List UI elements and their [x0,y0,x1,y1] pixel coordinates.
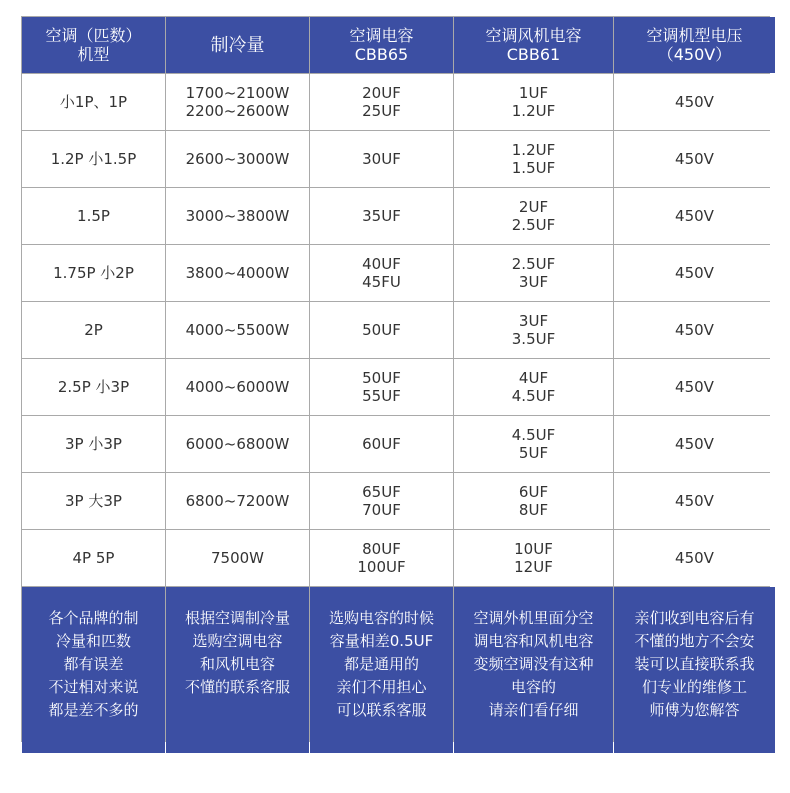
cell-fan-capacitor-line: 3.5UF [511,330,556,348]
header-ac-capacitor-line: CBB65 [354,45,409,64]
note-cooling-capacity [166,587,309,753]
cell-cooling-capacity [166,131,309,187]
cell-fan-capacitor-line: 5UF [518,444,549,462]
cell-model-line: 3P 小3P [65,435,122,453]
cell-voltage-line: 450V [675,150,714,168]
cell-cooling-capacity-line: 1700~2100W [185,84,290,102]
cell-fan-capacitor [454,473,613,529]
header-voltage [614,17,775,73]
cell-model-line: 1.5P [77,207,110,225]
cell-ac-capacitor-line: 65UF [362,483,401,501]
cell-fan-capacitor-line: 4UF [518,369,549,387]
cell-ac-capacitor-line: 20UF [362,84,401,102]
note-model-line: 冷量和匹数 [55,632,131,650]
cell-ac-capacitor-line: 55UF [362,387,401,405]
note-model-line: 都是差不多的 [48,701,139,719]
note-ac-capacitor-line: 都是通用的 [343,655,419,673]
cell-cooling-capacity-line: 3000~3800W [185,207,290,225]
cell-cooling-capacity-line: 7500W [210,549,264,567]
cell-fan-capacitor-line: 8UF [518,501,549,519]
cell-cooling-capacity-line: 2600~3000W [185,150,290,168]
note-ac-capacitor-line: 可以联系客服 [336,701,427,719]
note-model-line: 都有误差 [63,655,124,673]
note-fan-capacitor-line: 变频空调没有这种 [473,655,594,673]
cell-voltage [614,131,775,187]
note-voltage-line: 不懂的地方不会安 [634,632,755,650]
cell-voltage [614,530,775,586]
cell-ac-capacitor-line: 50UF [362,321,401,339]
cell-cooling-capacity [166,188,309,244]
cell-model [22,131,165,187]
cell-cooling-capacity [166,359,309,415]
cell-model [22,473,165,529]
cell-ac-capacitor-line: 60UF [362,435,401,453]
cell-cooling-capacity [166,473,309,529]
cell-ac-capacitor-line: 40UF [362,255,401,273]
cell-model-line: 4P 5P [72,549,115,567]
cell-ac-capacitor [310,302,453,358]
cell-cooling-capacity-line: 4000~5500W [185,321,290,339]
note-model-line: 各个品牌的制 [48,609,139,627]
cell-fan-capacitor [454,359,613,415]
cell-voltage-line: 450V [675,264,714,282]
cell-voltage [614,188,775,244]
cell-fan-capacitor-line: 1UF [518,84,549,102]
cell-ac-capacitor [310,245,453,301]
note-voltage-line: 们专业的维修工 [641,678,747,696]
cell-ac-capacitor [310,188,453,244]
note-fan-capacitor [454,587,613,753]
cell-ac-capacitor [310,530,453,586]
cell-ac-capacitor-line: 70UF [362,501,401,519]
note-model [22,587,165,753]
cell-fan-capacitor [454,74,613,130]
header-cooling-capacity [166,17,309,73]
note-voltage-line: 亲们收到电容后有 [634,609,755,627]
cell-fan-capacitor-line: 1.2UF [511,102,556,120]
cell-cooling-capacity [166,74,309,130]
cell-voltage [614,416,775,472]
cell-fan-capacitor-line: 12UF [514,558,553,576]
header-ac-capacitor [310,17,453,73]
cell-voltage-line: 450V [675,93,714,111]
cell-fan-capacitor-line: 6UF [518,483,549,501]
cell-voltage [614,302,775,358]
cell-cooling-capacity-line: 2200~2600W [185,102,290,120]
note-ac-capacitor [310,587,453,753]
cell-cooling-capacity [166,302,309,358]
cell-fan-capacitor [454,131,613,187]
header-voltage-line: （450V） [657,45,732,64]
cell-fan-capacitor-line: 2.5UF [511,255,556,273]
cell-voltage-line: 450V [675,549,714,567]
cell-ac-capacitor [310,131,453,187]
cell-ac-capacitor-line: 35UF [362,207,401,225]
cell-fan-capacitor-line: 3UF [518,273,549,291]
cell-ac-capacitor [310,416,453,472]
cell-ac-capacitor-line: 30UF [362,150,401,168]
note-cooling-capacity-line: 根据空调制冷量 [184,609,290,627]
cell-model-line: 2P [84,321,103,339]
note-fan-capacitor-line: 电容的 [510,678,556,696]
cell-voltage-line: 450V [675,207,714,225]
cell-ac-capacitor-line: 50UF [362,369,401,387]
note-voltage-line: 装可以直接联系我 [634,655,755,673]
note-cooling-capacity-line: 选购空调电容 [192,632,283,650]
header-fan-capacitor-line: CBB61 [506,45,561,64]
cell-fan-capacitor-line: 10UF [514,540,553,558]
cell-fan-capacitor [454,245,613,301]
note-ac-capacitor-line: 选购电容的时候 [328,609,434,627]
note-fan-capacitor-line: 空调外机里面分空 [473,609,594,627]
cell-fan-capacitor-line: 1.5UF [511,159,556,177]
cell-model-line: 小1P、1P [59,93,128,111]
cell-voltage [614,74,775,130]
note-ac-capacitor-line: 容量相差0.5UF [329,632,434,650]
cell-fan-capacitor-line: 4.5UF [511,387,556,405]
cell-fan-capacitor-line: 1.2UF [511,141,556,159]
cell-voltage-line: 450V [675,492,714,510]
header-model-line: 机型 [77,45,110,64]
cell-fan-capacitor [454,416,613,472]
cell-model [22,302,165,358]
header-fan-capacitor-line: 空调风机电容 [485,26,582,45]
cell-ac-capacitor [310,359,453,415]
note-model-line: 不过相对来说 [48,678,139,696]
cell-model [22,74,165,130]
note-ac-capacitor-line: 亲们不用担心 [336,678,427,696]
cell-cooling-capacity [166,245,309,301]
cell-cooling-capacity-line: 3800~4000W [185,264,290,282]
note-voltage [614,587,775,753]
cell-fan-capacitor-line: 4.5UF [511,426,556,444]
capacitor-spec-table [21,16,770,742]
header-model [22,17,165,73]
cell-ac-capacitor-line: 45FU [362,273,401,291]
cell-voltage [614,473,775,529]
header-voltage-line: 空调机型电压 [646,26,743,45]
cell-model [22,188,165,244]
cell-cooling-capacity [166,416,309,472]
cell-model [22,245,165,301]
cell-ac-capacitor-line: 80UF [362,540,401,558]
note-voltage-line: 师傅为您解答 [649,701,740,719]
header-cooling-capacity-line: 制冷量 [210,34,265,56]
header-model-line: 空调（匹数） [45,26,142,45]
cell-model-line: 2.5P 小3P [57,378,130,396]
cell-voltage-line: 450V [675,378,714,396]
cell-voltage-line: 450V [675,321,714,339]
cell-cooling-capacity-line: 6800~7200W [185,492,290,510]
cell-ac-capacitor [310,74,453,130]
cell-model-line: 1.2P 小1.5P [50,150,137,168]
cell-model [22,530,165,586]
cell-fan-capacitor-line: 3UF [518,312,549,330]
note-fan-capacitor-line: 调电容和风机电容 [473,632,594,650]
cell-model [22,359,165,415]
cell-voltage-line: 450V [675,435,714,453]
note-cooling-capacity-line: 不懂的联系客服 [184,678,290,696]
cell-cooling-capacity-line: 4000~6000W [185,378,290,396]
cell-model-line: 1.75P 小2P [53,264,134,282]
cell-ac-capacitor-line: 100UF [357,558,406,576]
cell-voltage [614,359,775,415]
cell-fan-capacitor [454,302,613,358]
cell-cooling-capacity [166,530,309,586]
header-ac-capacitor-line: 空调电容 [349,26,414,45]
cell-fan-capacitor [454,530,613,586]
note-fan-capacitor-line: 请亲们看仔细 [488,701,579,719]
cell-model-line: 3P 大3P [65,492,122,510]
cell-cooling-capacity-line: 6000~6800W [185,435,290,453]
header-fan-capacitor [454,17,613,73]
cell-voltage [614,245,775,301]
cell-model [22,416,165,472]
cell-ac-capacitor [310,473,453,529]
cell-fan-capacitor [454,188,613,244]
note-cooling-capacity-line: 和风机电容 [199,655,275,673]
cell-fan-capacitor-line: 2UF [518,198,549,216]
cell-fan-capacitor-line: 2.5UF [511,216,556,234]
cell-ac-capacitor-line: 25UF [362,102,401,120]
